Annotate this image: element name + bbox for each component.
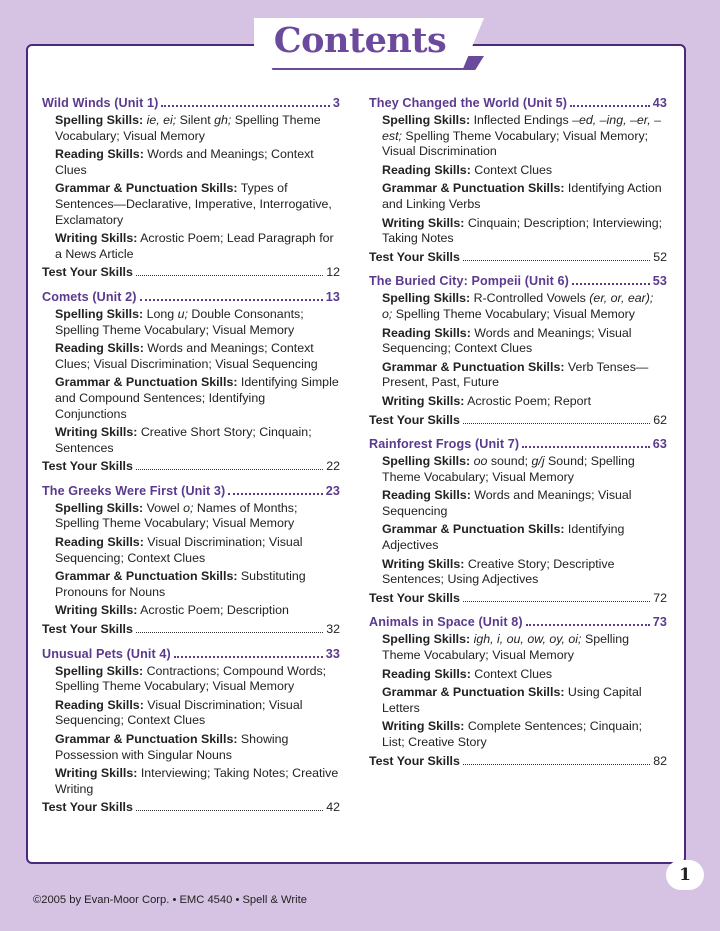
writing-skills: [382, 394, 667, 410]
spelling-skills-text: (er, or, ear); o;: [382, 291, 654, 321]
test-your-skills[interactable]: [42, 459, 340, 475]
test-your-skills[interactable]: [42, 265, 340, 281]
unit-heading[interactable]: [369, 274, 667, 288]
test-label: Test Your Skills: [42, 459, 133, 474]
spelling-skills-text: Spelling Theme Vocabulary; Visual Memory: [55, 113, 321, 143]
writing-skills-text: Acrostic Poem; Description: [140, 603, 289, 618]
writing-skills: [55, 425, 340, 456]
reading-skills: [55, 341, 340, 372]
test-label: Test Your Skills: [42, 265, 133, 280]
test-your-skills[interactable]: [42, 800, 340, 816]
grammar-skills: [382, 685, 667, 716]
reading-skills: [382, 488, 667, 519]
test-your-skills[interactable]: [369, 754, 667, 770]
writing-skills-label: Writing Skills:: [55, 425, 138, 440]
spelling-skills-text: Spelling Theme Vocabulary; Visual Memory: [382, 632, 630, 663]
grammar-skills-label: Grammar & Punctuation Skills:: [382, 685, 565, 700]
writing-skills-label: Writing Skills:: [382, 719, 465, 734]
writing-skills: [382, 719, 667, 750]
unit-heading[interactable]: [369, 437, 667, 451]
test-label: Test Your Skills: [369, 249, 460, 264]
unit-heading[interactable]: [42, 290, 340, 304]
leader-dots: [572, 283, 650, 285]
spelling-skills-text: Names of Months; Spelling Theme Vocabulary; Visual Memory: [55, 500, 298, 531]
unit-title: Comets (Unit 2): [42, 289, 137, 304]
grammar-skills-label: Grammar & Punctuation Skills:: [382, 522, 565, 537]
spelling-skills-label: Spelling Skills:: [55, 500, 144, 515]
spelling-skills-text: R-Controlled Vowels: [473, 291, 590, 306]
spelling-skills-text: u;: [177, 306, 188, 321]
leader-dots: [228, 493, 322, 495]
writing-skills-label: Writing Skills:: [382, 393, 465, 408]
spelling-skills-text: Vowel: [146, 500, 184, 515]
test-page: 12: [326, 265, 340, 280]
unit-page: 3: [332, 96, 340, 110]
reading-skills-text: Words and Meanings; Context Clues: [55, 147, 314, 177]
reading-skills-text: Context Clues: [474, 162, 553, 177]
unit-entry-4: [42, 647, 340, 816]
reading-skills: [382, 667, 667, 683]
writing-skills-label: Writing Skills:: [55, 603, 138, 618]
unit-entry-6: [369, 274, 667, 428]
unit-heading[interactable]: [42, 484, 340, 498]
grammar-skills: [382, 181, 667, 212]
test-page: 72: [653, 590, 667, 605]
grammar-skills: [382, 522, 667, 553]
grammar-skills-text: Types of Sentences—Declarative, Imperative, Interrogative, Exclamatory: [55, 181, 332, 227]
writing-skills-label: Writing Skills:: [382, 556, 465, 571]
test-label: Test Your Skills: [42, 622, 133, 637]
test-page: 62: [653, 412, 667, 427]
reading-skills: [55, 698, 340, 729]
test-page: 42: [326, 800, 340, 815]
unit-entry-2: [42, 290, 340, 475]
grammar-skills-label: Grammar & Punctuation Skills:: [382, 359, 565, 374]
unit-heading[interactable]: [42, 647, 340, 661]
test-your-skills[interactable]: [369, 413, 667, 429]
leader-dots: [522, 446, 650, 448]
writing-skills: [382, 557, 667, 588]
leader-dots: [570, 105, 650, 107]
grammar-skills: [382, 360, 667, 391]
unit-heading[interactable]: [369, 96, 667, 110]
reading-skills: [382, 326, 667, 357]
test-page: 32: [326, 622, 340, 637]
test-label: Test Your Skills: [369, 590, 460, 605]
writing-skills-text: Acrostic Poem; Report: [467, 393, 592, 408]
contents-column-left: [42, 96, 340, 825]
unit-page: 73: [652, 615, 667, 630]
spelling-skills-text: Spelling Theme Vocabulary; Visual Memory: [392, 306, 636, 321]
grammar-skills-label: Grammar & Punctuation Skills:: [382, 181, 565, 196]
unit-entry-3: [42, 484, 340, 638]
spelling-skills-text: Sound; Spelling Theme Vocabulary; Visual Memory: [382, 454, 635, 484]
spelling-skills-text: Contractions; Compound Words; Spelling Theme Vocabulary; Visual Memory: [55, 663, 327, 694]
grammar-skills-text: Verb Tenses—Present, Past, Future: [382, 359, 649, 390]
leader-dots: [136, 632, 323, 633]
spelling-skills: [382, 291, 667, 322]
test-page: 52: [653, 249, 667, 264]
unit-title: Unusual Pets (Unit 4): [42, 646, 171, 661]
spelling-skills: [382, 113, 667, 160]
test-your-skills[interactable]: [369, 250, 667, 266]
test-page: 22: [326, 459, 340, 474]
writing-skills-text: Creative Story; Descriptive Sentences; Using Adjectives: [382, 556, 615, 587]
spelling-skills-text: gh;: [214, 113, 232, 127]
reading-skills-text: Words and Meanings; Visual Sequencing: [382, 488, 632, 518]
page-number: 1: [666, 860, 704, 890]
leader-dots: [161, 105, 329, 107]
spelling-skills-label: Spelling Skills:: [55, 663, 144, 678]
reading-skills-label: Reading Skills:: [382, 325, 471, 340]
unit-entry-7: [369, 437, 667, 606]
unit-page: 53: [652, 274, 667, 289]
spelling-skills-text: –ed, –ing, –er, –est;: [382, 113, 661, 143]
grammar-skills-label: Grammar & Punctuation Skills:: [55, 569, 238, 584]
leader-dots: [463, 764, 650, 765]
unit-entry-1: [42, 96, 340, 281]
spelling-skills-text: ie, ei;: [146, 113, 177, 127]
unit-entry-8: [369, 615, 667, 769]
spelling-skills-text: sound;: [487, 454, 532, 469]
reading-skills-text: Words and Meanings; Visual Sequencing; Context Clues: [382, 325, 632, 356]
spelling-skills: [55, 307, 340, 338]
unit-title: They Changed the World (Unit 5): [369, 96, 568, 110]
spelling-skills-text: Inflected Endings: [473, 113, 573, 127]
reading-skills-label: Reading Skills:: [55, 341, 144, 356]
spelling-skills-text: g/j: [531, 454, 545, 469]
writing-skills-label: Writing Skills:: [382, 215, 465, 230]
grammar-skills-text: Substituting Pronouns for Nouns: [55, 569, 306, 599]
unit-title: Animals in Space (Unit 8): [369, 615, 523, 630]
unit-page: 43: [652, 96, 667, 110]
unit-heading[interactable]: [42, 96, 340, 110]
spelling-skills-text: Long: [146, 306, 178, 321]
unit-page: 13: [325, 289, 340, 304]
writing-skills-label: Writing Skills:: [55, 766, 138, 781]
spelling-skills-text: igh, i, ou, ow, oy, oi;: [473, 632, 582, 647]
writing-skills: [55, 766, 340, 797]
test-label: Test Your Skills: [369, 412, 460, 427]
leader-dots: [174, 656, 323, 658]
reading-skills: [55, 535, 340, 566]
unit-entry-5: [369, 96, 667, 265]
writing-skills: [55, 231, 340, 262]
unit-heading[interactable]: [369, 615, 667, 629]
grammar-skills-label: Grammar & Punctuation Skills:: [55, 181, 238, 196]
grammar-skills-text: Identifying Adjectives: [382, 522, 625, 553]
leader-dots: [136, 810, 323, 811]
reading-skills-label: Reading Skills:: [55, 535, 144, 550]
writing-skills: [382, 216, 667, 247]
copyright-footer: ©2005 by Evan-Moor Corp. • EMC 4540 • Spell & Write: [33, 894, 307, 906]
grammar-skills: [55, 732, 340, 763]
unit-page: 23: [325, 483, 340, 498]
writing-skills-text: Interviewing; Taking Notes; Creative Writing: [55, 766, 339, 796]
unit-title: Rainforest Frogs (Unit 7): [369, 437, 520, 452]
unit-title: The Buried City: Pompeii (Unit 6): [369, 274, 569, 289]
spelling-skills-label: Spelling Skills:: [382, 113, 471, 127]
spelling-skills-text: o;: [183, 500, 194, 515]
spelling-skills-label: Spelling Skills:: [55, 306, 144, 321]
test-label: Test Your Skills: [369, 753, 460, 768]
grammar-skills-text: Using Capital Letters: [382, 685, 642, 715]
spelling-skills-label: Spelling Skills:: [382, 291, 471, 306]
reading-skills: [382, 163, 667, 179]
grammar-skills-text: Showing Possession with Singular Nouns: [55, 732, 289, 762]
spelling-skills: [55, 113, 340, 144]
writing-skills-text: Acrostic Poem; Lead Paragraph for a News Article: [55, 231, 334, 261]
reading-skills-label: Reading Skills:: [382, 162, 471, 177]
leader-dots: [526, 624, 650, 626]
leader-dots: [463, 601, 650, 602]
reading-skills-label: Reading Skills:: [382, 488, 471, 503]
test-your-skills[interactable]: [42, 622, 340, 638]
test-label: Test Your Skills: [42, 800, 133, 815]
page-title: Contents: [273, 20, 447, 61]
reading-skills-text: Visual Discrimination; Visual Sequencing; Context Clues: [55, 697, 303, 728]
reading-skills-text: Visual Discrimination; Visual Sequencing; Context Clues: [55, 535, 303, 565]
leader-dots: [463, 423, 650, 424]
writing-skills-label: Writing Skills:: [55, 231, 138, 246]
grammar-skills-text: Identifying Simple and Compound Sentences; Identifying Conjunctions: [55, 375, 339, 421]
leader-dots: [140, 299, 323, 301]
spelling-skills-label: Spelling Skills:: [382, 632, 471, 647]
grammar-skills-label: Grammar & Punctuation Skills:: [55, 732, 238, 746]
spelling-skills-text: Double Consonants; Spelling Theme Vocabulary; Visual Memory: [55, 306, 304, 337]
unit-page: 33: [325, 646, 340, 661]
contents-column-right: [369, 96, 667, 778]
grammar-skills: [55, 375, 340, 422]
writing-skills: [55, 603, 340, 619]
grammar-skills-text: Identifying Action and Linking Verbs: [382, 181, 662, 211]
unit-page: 63: [652, 437, 667, 452]
test-page: 82: [653, 753, 667, 768]
leader-dots: [463, 260, 650, 261]
reading-skills-label: Reading Skills:: [382, 666, 471, 681]
leader-dots: [136, 469, 323, 470]
spelling-skills-label: Spelling Skills:: [382, 454, 471, 469]
spelling-skills-label: Spelling Skills:: [55, 113, 144, 127]
test-your-skills[interactable]: [369, 591, 667, 607]
spelling-skills: [55, 664, 340, 695]
reading-skills-text: Words and Meanings; Context Clues; Visual Discrimination; Visual Sequencing: [55, 341, 318, 371]
writing-skills-text: Creative Short Story; Cinquain; Sentences: [55, 425, 312, 455]
grammar-skills-label: Grammar & Punctuation Skills:: [55, 375, 238, 390]
reading-skills-label: Reading Skills:: [55, 147, 144, 162]
grammar-skills: [55, 569, 340, 600]
spelling-skills-text: Spelling Theme Vocabulary; Visual Memory; Visual Discrimination: [382, 128, 649, 159]
spelling-skills: [382, 454, 667, 485]
writing-skills-text: Complete Sentences; Cinquain; List; Creative Story: [382, 719, 643, 749]
unit-title: Wild Winds (Unit 1): [42, 96, 159, 110]
spelling-skills: [382, 632, 667, 663]
spelling-skills-text: oo: [473, 454, 488, 469]
reading-skills-text: Context Clues: [474, 666, 553, 681]
leader-dots: [136, 275, 323, 276]
spelling-skills-text: Silent: [176, 113, 215, 127]
grammar-skills: [55, 181, 340, 228]
reading-skills-label: Reading Skills:: [55, 697, 144, 712]
writing-skills-text: Cinquain; Description; Interviewing; Taking Notes: [382, 215, 663, 246]
reading-skills: [55, 147, 340, 178]
unit-title: The Greeks Were First (Unit 3): [42, 483, 226, 498]
spelling-skills: [55, 501, 340, 532]
